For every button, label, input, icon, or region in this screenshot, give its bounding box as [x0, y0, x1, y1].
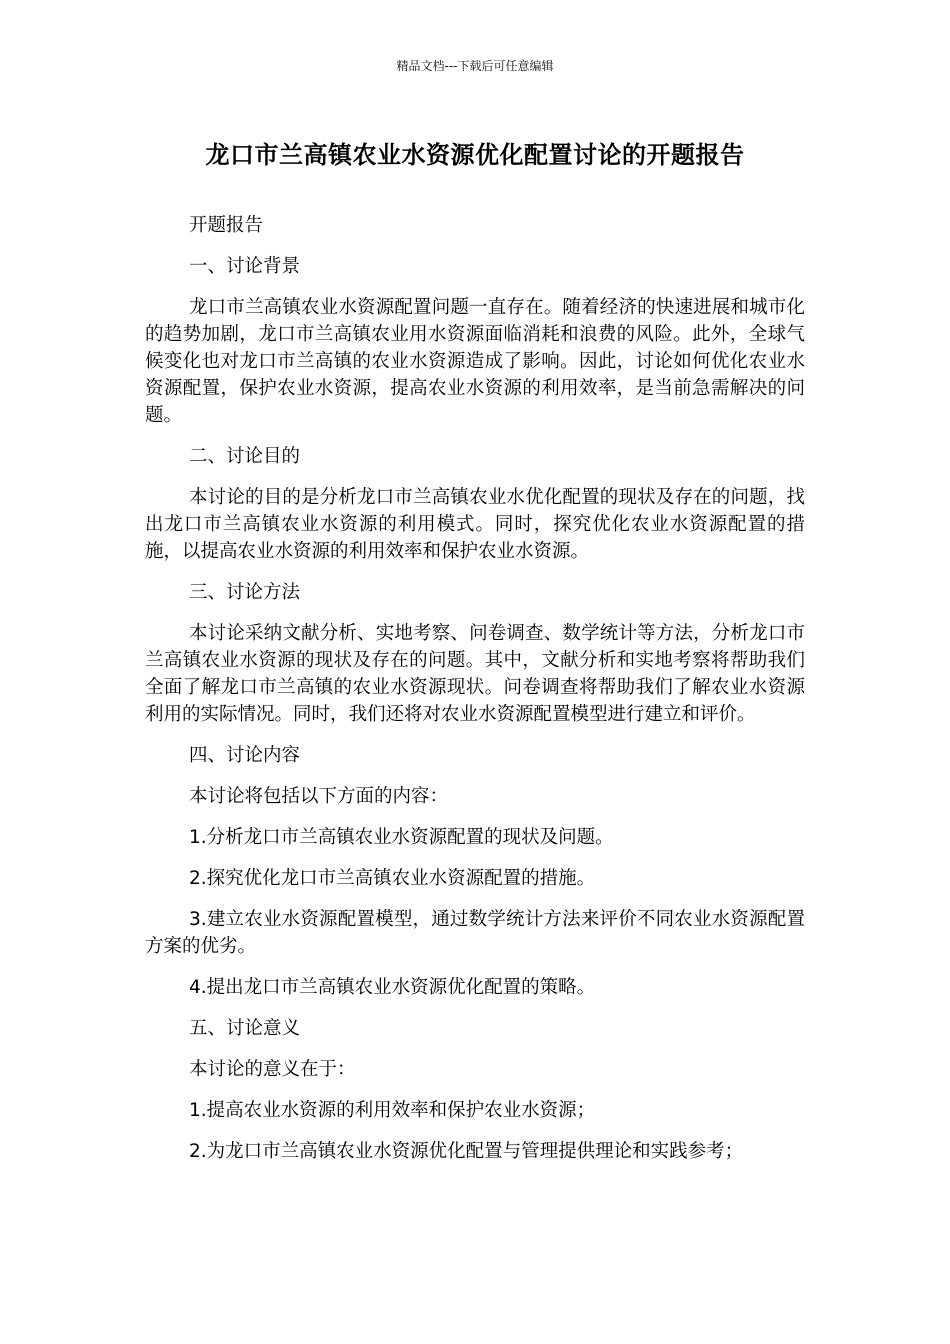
- paragraph-content-intro: 本讨论将包括以下方面的内容：: [189, 786, 449, 807]
- section-heading-purpose: 二、讨论目的: [189, 446, 301, 467]
- list-item-significance-1: 1.提高农业水资源的利用效率和保护农业水资源；: [189, 1100, 596, 1121]
- page-header-note: 精品文档---下载后可任意编辑: [396, 59, 554, 73]
- list-item-significance-2: 2.为龙口市兰高镇农业水资源优化配置与管理提供理论和实践参考；: [189, 1141, 744, 1162]
- list-item-content-4: 4.提出龙口市兰高镇农业水资源优化配置的策略。: [189, 977, 596, 998]
- document-title: 龙口市兰高镇农业水资源优化配置讨论的开题报告: [205, 141, 745, 169]
- list-item-content-1: 1.分析龙口市兰高镇农业水资源配置的现状及问题。: [189, 827, 614, 848]
- section-heading-methods: 三、讨论方法: [189, 582, 301, 603]
- document-body: [145, 212, 805, 1179]
- list-item-content-3: 3.建立农业水资源配置模型，通过数学统计方法来评价不同农业水资源配置方案的优劣。: [145, 909, 805, 957]
- paragraph-methods: 本讨论采纳文献分析、实地考察、问卷调查、数学统计等方法，分析龙口市兰高镇农业水资源的现状及存在的问题。其中，文献分析和实地考察将帮助我们全面了解龙口市兰高镇的农业水资源现状。问卷调查将帮助我们了解农业水资源利用的实际情况。同时，我们还将对农业水资源配置模型进行建立和评价。: [145, 623, 805, 725]
- section-heading-significance: 五、讨论意义: [189, 1018, 301, 1039]
- list-item-content-2: 2.探究优化龙口市兰高镇农业水资源配置的措施。: [189, 868, 596, 889]
- paragraph-report-label: 开题报告: [189, 215, 264, 236]
- paragraph-significance-intro: 本讨论的意义在于：: [189, 1059, 356, 1080]
- paragraph-background: 龙口市兰高镇农业水资源配置问题一直存在。随着经济的快速进展和城市化的趋势加剧，龙口市兰高镇农业用水资源面临消耗和浪费的风险。此外，全球气候变化也对龙口市兰高镇的农业水资源造成了影响。因此，讨论如何优化农业水资源配置，保护农业水资源，提高农业水资源的利用效率，是当前急需解决的问题。: [145, 297, 805, 426]
- section-heading-content: 四、讨论内容: [189, 745, 301, 766]
- section-heading-background: 一、讨论背景: [189, 256, 301, 277]
- paragraph-purpose: 本讨论的目的是分析龙口市兰高镇农业水优化配置的现状及存在的问题，找出龙口市兰高镇农业水资源的利用模式。同时，探究优化农业水资源配置的措施，以提高农业水资源的利用效率和保护农业水资源。: [145, 487, 805, 562]
